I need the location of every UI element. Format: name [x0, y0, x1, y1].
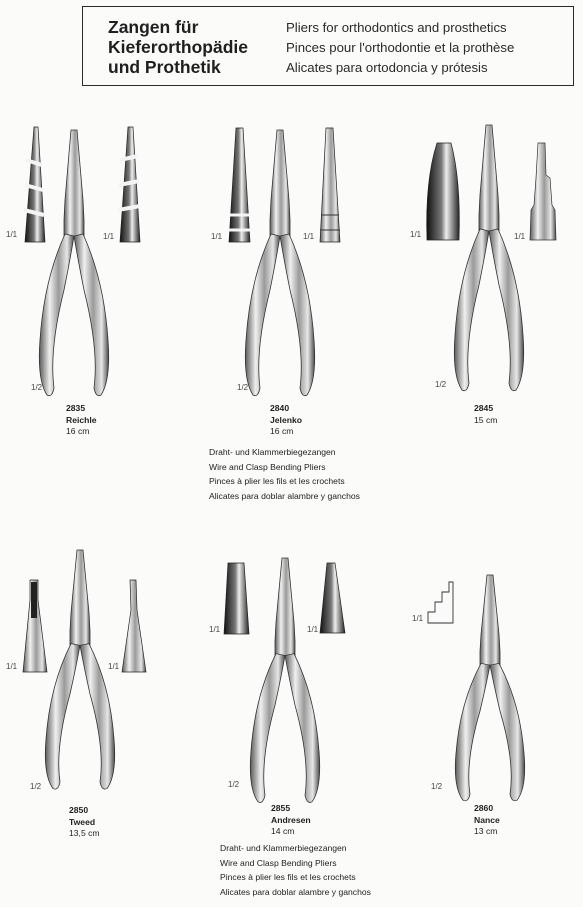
plier-caption-2840 — [270, 403, 302, 438]
description-line-english: Wire and Clasp Bending Pliers — [220, 857, 337, 868]
description-line-english: Wire and Clasp Bending Pliers — [209, 461, 326, 472]
plier-caption-2835 — [66, 403, 97, 438]
plier-2860-drawing — [428, 575, 525, 801]
scale-label: 1/1 — [6, 662, 18, 671]
plier-name: Reichle — [66, 414, 97, 425]
scale-label: 1/1 — [6, 230, 18, 239]
plier-2845-drawing — [427, 125, 556, 391]
header-title-english: Pliers for orthodontics and prosthetics — [286, 20, 507, 35]
plier-2850-drawing — [23, 550, 146, 789]
plier-number: 2860 — [474, 803, 494, 813]
plier-length: 16 cm — [270, 426, 294, 436]
plier-name: Tweed — [69, 816, 96, 827]
plier-number: 2835 — [66, 403, 86, 413]
plier-caption-2850 — [69, 805, 100, 840]
scale-label: 1/1 — [303, 232, 315, 241]
plier-length: 15 cm — [474, 414, 498, 425]
description-line-french: Pinces à plier les fils et les crochets — [209, 476, 345, 487]
plier-length: 13,5 cm — [69, 828, 100, 838]
plier-caption-2860 — [474, 803, 500, 838]
description-line-german: Draht- und Klammerbiegezangen — [220, 843, 347, 853]
header-title-spanish: Alicates para ortodoncia y prótesis — [286, 60, 488, 75]
scale-label: 1/2 — [435, 380, 447, 389]
plier-name: Nance — [474, 814, 500, 825]
scale-label: 1/1 — [108, 662, 120, 671]
plier-number: 2850 — [69, 805, 89, 815]
scale-label: 1/1 — [209, 625, 221, 634]
plier-number: 2845 — [474, 403, 494, 413]
scale-label: 1/1 — [307, 625, 319, 634]
scale-label: 1/1 — [514, 232, 526, 241]
plier-caption-2855 — [271, 803, 311, 838]
plier-number: 2855 — [271, 803, 291, 813]
plier-length: 14 cm — [271, 826, 295, 836]
header-title-line: und Prothetik — [108, 57, 221, 77]
scale-label: 1/2 — [431, 782, 443, 791]
description-block-1 — [209, 445, 360, 503]
plier-number: 2840 — [270, 403, 290, 413]
header-title-french: Pinces pour l'orthodontie et la prothèse — [286, 40, 515, 55]
scale-label: 1/2 — [31, 383, 43, 392]
description-line-spanish: Alicates para doblar alambre y ganchos — [220, 886, 371, 897]
scale-label: 1/1 — [103, 232, 115, 241]
scale-label: 1/1 — [410, 230, 422, 239]
header-title-line: Kieferorthopädie — [108, 37, 249, 57]
plier-name: Jelenko — [270, 414, 303, 425]
plier-2840-drawing — [229, 128, 340, 396]
plier-length: 16 cm — [66, 426, 90, 436]
scale-label: 1/2 — [30, 782, 42, 791]
plier-caption-2845 — [474, 403, 497, 426]
description-line-spanish: Alicates para doblar alambre y ganchos — [209, 490, 360, 501]
plier-length: 13 cm — [474, 826, 498, 836]
plier-name: Andresen — [271, 814, 311, 825]
scale-label: 1/1 — [412, 614, 424, 623]
description-block-2 — [220, 841, 371, 899]
scale-label: 1/2 — [237, 383, 249, 392]
plier-2835-drawing — [24, 127, 140, 396]
scale-label: 1/2 — [228, 780, 240, 789]
description-line-german: Draht- und Klammerbiegezangen — [209, 447, 336, 457]
header-title-line: Zangen für — [108, 17, 199, 37]
scale-label: 1/1 — [211, 232, 223, 241]
description-line-french: Pinces à plier les fils et les crochets — [220, 872, 356, 883]
plier-2855-drawing — [224, 558, 345, 802]
